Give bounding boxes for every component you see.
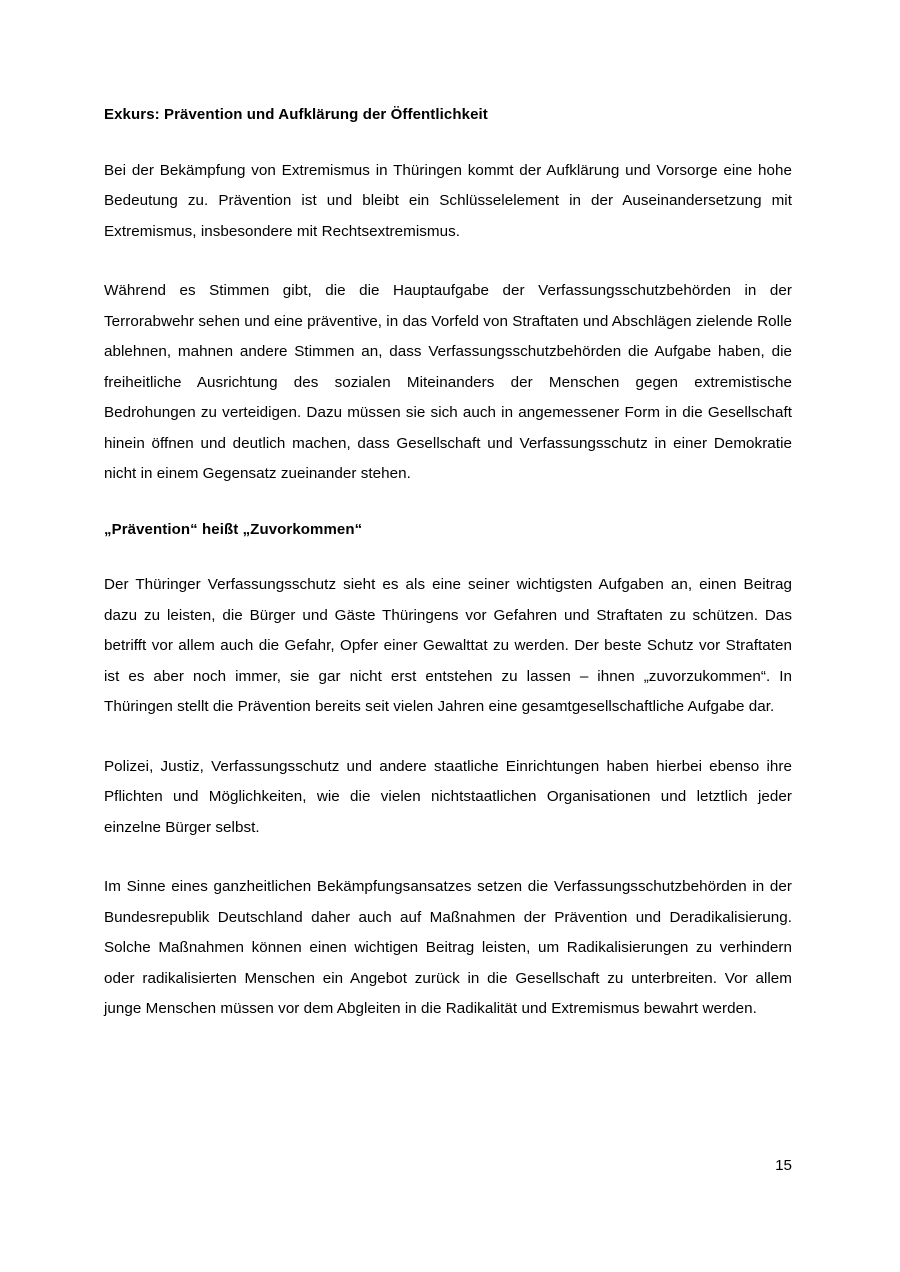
paragraph-3: Der Thüringer Verfassungsschutz sieht es als eine seiner wichtigsten Aufgaben an, einen Beitrag dazu zu leisten, die Bürger und Gäste Thüringens vor Gefahren und Straftaten zu schützen. Das betrifft vor allem auch die Gefahr, Opfer einer Gewalttat zu werden. Der beste Schutz vor Straftaten ist es aber noch immer, sie gar nicht erst entstehen zu lassen – ihnen „zuvorzukommen“. In Thüringen stellt die Prävention bereits seit vielen Jahren eine gesamtgesellschaftliche Aufgabe dar. — [104, 576, 792, 715]
page-number: 15 — [775, 1157, 792, 1174]
spacer — [104, 843, 792, 872]
paragraph-2: Während es Stimmen gibt, die die Hauptaufgabe der Verfassungsschutzbehörden in der Terrorabwehr sehen und eine präventive, in das Vorfeld von Straftaten und Abschlägen zielende Rolle ablehnen, mahnen andere Stimmen an, dass Verfassungsschutzbehörden die Aufgabe haben, die freiheitliche Ausrichtung des sozialen Miteinanders der Menschen gegen extremistische Bedrohungen zu verteidigen. Dazu müssen sie sich auch in angemessener Form in die Gesellschaft hinein öffnen und deutlich machen, dass Gesellschaft und Verfassungsschutz in einer Demokratie nicht in einem Gegensatz zueinander stehen. — [104, 282, 792, 482]
paragraph-4: Polizei, Justiz, Verfassungsschutz und andere staatliche Einrichtungen haben hierbei ebenso ihre Pflichten und Möglichkeiten, wie die vielen nichtstaatlichen Organisationen und letztlich jeder einzelne Bürger selbst. — [104, 757, 792, 836]
paragraph-5: Im Sinne eines ganzheitlichen Bekämpfungsansatzes setzen die Verfassungsschutzbehörden in der Bundesrepublik Deutschland daher auch auf Maßnahmen der Prävention und Deradikalisierung. Solche Maßnahmen können einen wichtigen Beitrag leisten, um Radikalisierungen zu verhindern oder radikalisierten Menschen ein Angebot zurück in die Gesellschaft zu unterbreiten. Vor allem junge Menschen müssen vor dem Abgleiten in die Radikalität und Extremismus bewahrt werden. — [104, 878, 792, 1017]
spacer — [104, 490, 792, 519]
spacer — [104, 541, 792, 570]
paragraph-1: Bei der Bekämpfung von Extremismus in Thüringen kommt der Aufklärung und Vorsorge eine hohe Bedeutung zu. Prävention ist und bleibt ein Schlüsselelement in der Auseinandersetzung mit Extremismus, insbesondere mit Rechtsextremismus. — [104, 161, 792, 240]
section-subheading: „Prävention“ heißt „Zuvorkommen“ — [104, 520, 363, 538]
section-heading: Exkurs: Prävention und Aufklärung der Öffentlichkeit — [104, 106, 488, 123]
spacer — [104, 247, 792, 276]
spacer — [104, 723, 792, 752]
spacer — [104, 127, 792, 156]
page-content — [104, 104, 792, 1025]
